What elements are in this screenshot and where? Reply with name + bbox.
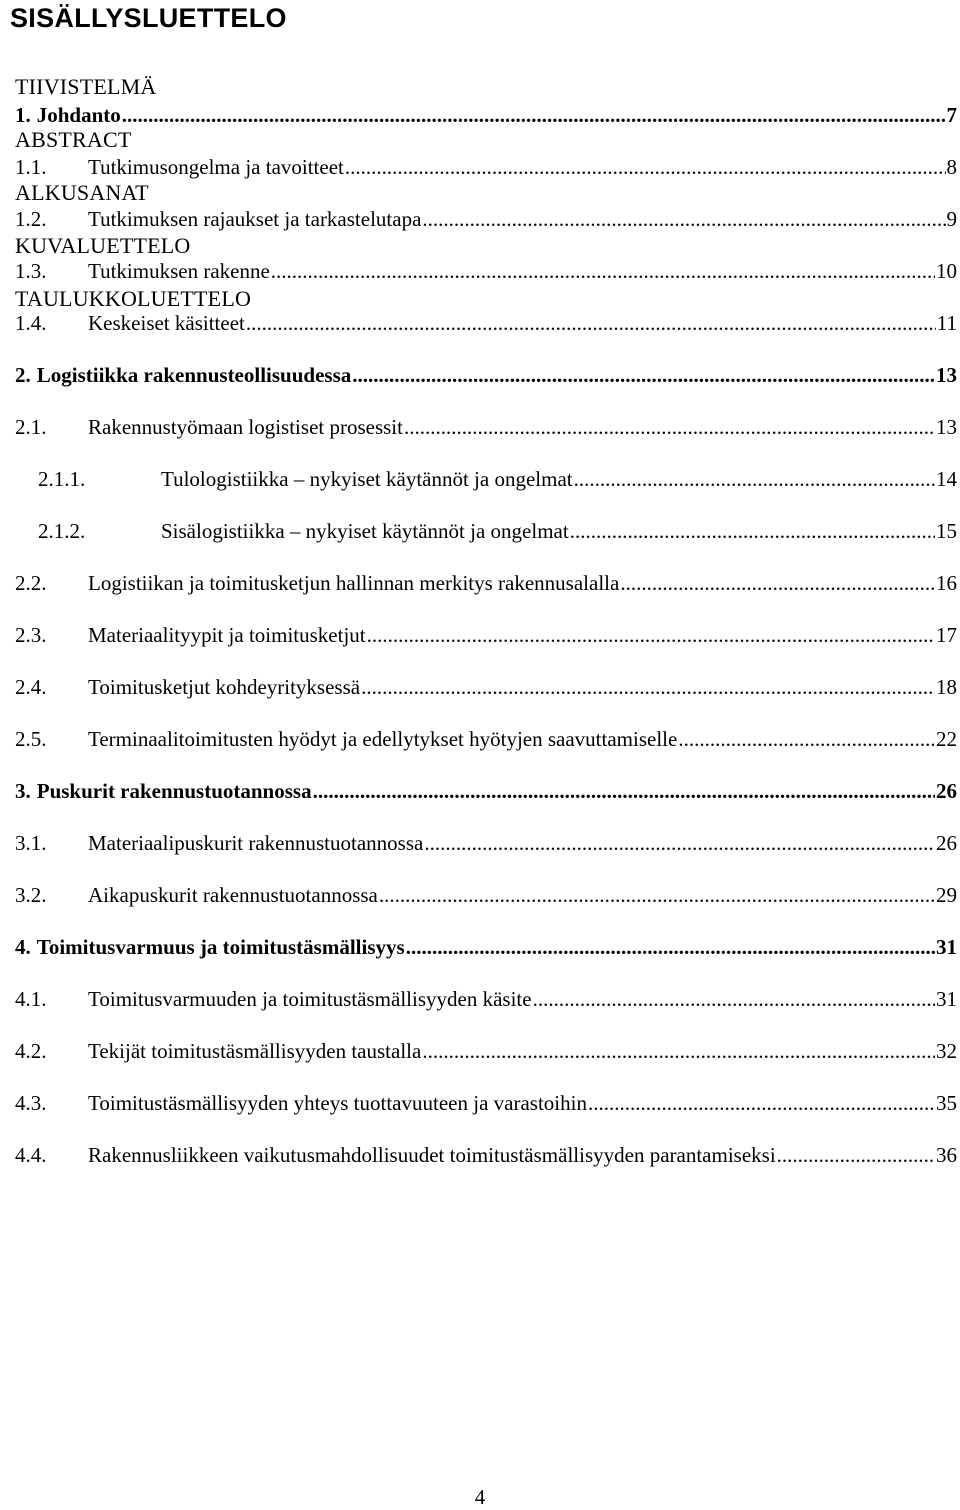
- toc-entry-title: Tekijät toimitustäsmällisyyden taustalla: [88, 1039, 422, 1063]
- toc-entry-title: Materiaalityypit ja toimitusketjut: [88, 623, 366, 647]
- toc-entry[interactable]: [15, 152, 957, 182]
- toc-entry-page: 8: [946, 155, 957, 179]
- toc-entry-page: 13: [936, 363, 957, 387]
- toc-entry-title: Materiaalipuskurit rakennustuotannossa: [88, 831, 424, 855]
- toc-entry-title: Tutkimuksen rakenne: [88, 259, 270, 283]
- toc-entry-page: 26: [936, 779, 957, 803]
- prelim-item: ALKUSANAT: [15, 180, 149, 205]
- toc-leader-dots: [367, 620, 935, 650]
- toc-entry-number: 3.: [15, 779, 31, 803]
- toc-entry-number: 3.1.: [15, 831, 47, 855]
- toc-entry-title: Keskeiset käsitteet: [88, 311, 245, 335]
- toc-leader-dots: [678, 724, 935, 754]
- toc-entry-page: 22: [936, 727, 957, 751]
- toc-entry[interactable]: [15, 1140, 957, 1170]
- toc-leader-dots: [361, 672, 935, 702]
- prelim-item: KUVALUETTELO: [15, 233, 191, 258]
- toc-entry-title: Aikapuskurit rakennustuotannossa: [88, 883, 378, 907]
- toc-leader-dots: [271, 256, 935, 286]
- toc-entry-title: Rakennusliikkeen vaikutusmahdollisuudet toimitustäsmällisyyden parantamiseksi: [88, 1143, 776, 1167]
- toc-leader-dots: [352, 360, 935, 390]
- toc-leader-dots: [570, 516, 935, 546]
- toc-entry[interactable]: [15, 1036, 957, 1066]
- toc-entry-number: 2.: [15, 363, 31, 387]
- toc-leader-dots: [574, 464, 935, 494]
- toc-entry[interactable]: [15, 828, 957, 858]
- toc-entry-page: 17: [936, 623, 957, 647]
- toc-entry[interactable]: [15, 620, 957, 650]
- prelim-item: TIIVISTELMÄ: [15, 74, 157, 99]
- toc-entry[interactable]: [15, 724, 957, 754]
- toc-leader-dots: [588, 1088, 935, 1118]
- toc-leader-dots: [533, 984, 935, 1014]
- toc-entry-title: Terminaalitoimitusten hyödyt ja edellytykset hyötyjen saavuttamiselle: [88, 727, 678, 751]
- toc-entry-page: 31: [936, 935, 957, 959]
- toc-entry-number: 2.2.: [15, 571, 47, 595]
- toc-entry-number: 4.1.: [15, 987, 47, 1011]
- toc-entry-page: 29: [936, 883, 957, 907]
- toc-entry-title: Toimitustäsmällisyyden yhteys tuottavuuteen ja varastoihin: [88, 1091, 587, 1115]
- toc-entry-number: 1.3.: [15, 259, 47, 283]
- toc-leader-dots: [345, 152, 946, 182]
- toc-entry-page: 10: [936, 259, 957, 283]
- toc-entry-title: Puskurit rakennustuotannossa: [36, 779, 312, 803]
- toc-entry-number: 2.1.1.: [38, 467, 86, 491]
- toc-leader-dots: [379, 880, 935, 910]
- toc-entry-title: Toimitusvarmuuden ja toimitustäsmällisyyden käsite: [88, 987, 532, 1011]
- toc-leader-dots: [404, 412, 935, 442]
- toc-entry[interactable]: [38, 464, 957, 494]
- toc-entry[interactable]: [15, 1088, 957, 1118]
- toc-entry-page: 31: [936, 987, 957, 1011]
- toc-leader-dots: [620, 568, 935, 598]
- page-number: 4: [474, 1485, 486, 1509]
- toc-entry-page: 11: [936, 311, 957, 335]
- toc-leader-dots: [406, 932, 935, 962]
- toc-entry-title: Toimitusvarmuus ja toimitustäsmällisyys: [36, 935, 405, 959]
- toc-entry[interactable]: [15, 100, 957, 130]
- toc-entry-title: Tulologistiikka – nykyiset käytännöt ja ongelmat: [161, 467, 573, 491]
- toc-entry[interactable]: [15, 776, 957, 806]
- toc-entry-page: 14: [936, 467, 957, 491]
- toc-entry-title: Logistiikka rakennusteollisuudessa: [36, 363, 352, 387]
- toc-entry-number: 4.4.: [15, 1143, 47, 1167]
- toc-entry[interactable]: [38, 516, 957, 546]
- toc-entry-number: 4.2.: [15, 1039, 47, 1063]
- toc-entry-page: 32: [936, 1039, 957, 1063]
- toc-entry-number: 4.: [15, 935, 31, 959]
- toc-entry-page: 18: [936, 675, 957, 699]
- toc-entry-page: 15: [936, 519, 957, 543]
- toc-entry-number: 1.: [15, 103, 31, 127]
- toc-entry[interactable]: [15, 932, 957, 962]
- toc-entry[interactable]: [15, 568, 957, 598]
- toc-entry-page: 7: [946, 103, 957, 127]
- toc-entry-number: 1.1.: [15, 155, 47, 179]
- toc-entry-page: 35: [936, 1091, 957, 1115]
- toc-entry-number: 2.1.2.: [38, 519, 86, 543]
- prelim-item: TAULUKKOLUETTELO: [15, 286, 252, 311]
- toc-leader-dots: [424, 828, 935, 858]
- toc-entry[interactable]: [15, 880, 957, 910]
- toc-leader-dots: [246, 308, 936, 338]
- toc-entry-number: 4.3.: [15, 1091, 47, 1115]
- toc-leader-dots: [422, 1036, 935, 1066]
- toc-entry-page: 13: [936, 415, 957, 439]
- toc-entry[interactable]: [15, 412, 957, 442]
- toc-entry-page: 16: [936, 571, 957, 595]
- toc-entry[interactable]: [15, 204, 957, 234]
- toc-entry-page: 26: [936, 831, 957, 855]
- toc-entry-page: 36: [936, 1143, 957, 1167]
- toc-entry-number: 3.2.: [15, 883, 47, 907]
- toc-leader-dots: [777, 1140, 935, 1170]
- toc-leader-dots: [122, 100, 946, 130]
- toc-entry[interactable]: [15, 256, 957, 286]
- toc-entry-number: 1.2.: [15, 207, 47, 231]
- toc-entry-title: Rakennustyömaan logistiset prosessit: [88, 415, 403, 439]
- toc-entry-title: Johdanto: [36, 103, 121, 127]
- toc-entry-title: Tutkimuksen rajaukset ja tarkastelutapa: [88, 207, 422, 231]
- toc-entry-number: 2.1.: [15, 415, 47, 439]
- toc-entry[interactable]: [15, 672, 957, 702]
- toc-entry-number: 2.5.: [15, 727, 47, 751]
- toc-entry[interactable]: [15, 360, 957, 390]
- toc-leader-dots: [313, 776, 935, 806]
- page-title: SISÄLLYSLUETTELO: [10, 3, 287, 33]
- toc-entry-title: Toimitusketjut kohdeyrityksessä: [88, 675, 361, 699]
- toc-entry-number: 2.3.: [15, 623, 47, 647]
- prelim-item: ABSTRACT: [15, 127, 132, 152]
- toc-leader-dots: [422, 204, 945, 234]
- toc-entry[interactable]: [15, 308, 957, 338]
- toc-entry-number: 1.4.: [15, 311, 47, 335]
- toc-entry-title: Sisälogistiikka – nykyiset käytännöt ja ongelmat: [161, 519, 569, 543]
- toc-entry-number: 2.4.: [15, 675, 47, 699]
- toc-entry-title: Logistiikan ja toimitusketjun hallinnan merkitys rakennusalalla: [88, 571, 620, 595]
- toc-entry-page: 9: [946, 207, 957, 231]
- toc-entry-title: Tutkimusongelma ja tavoitteet: [88, 155, 344, 179]
- toc-entry[interactable]: [15, 984, 957, 1014]
